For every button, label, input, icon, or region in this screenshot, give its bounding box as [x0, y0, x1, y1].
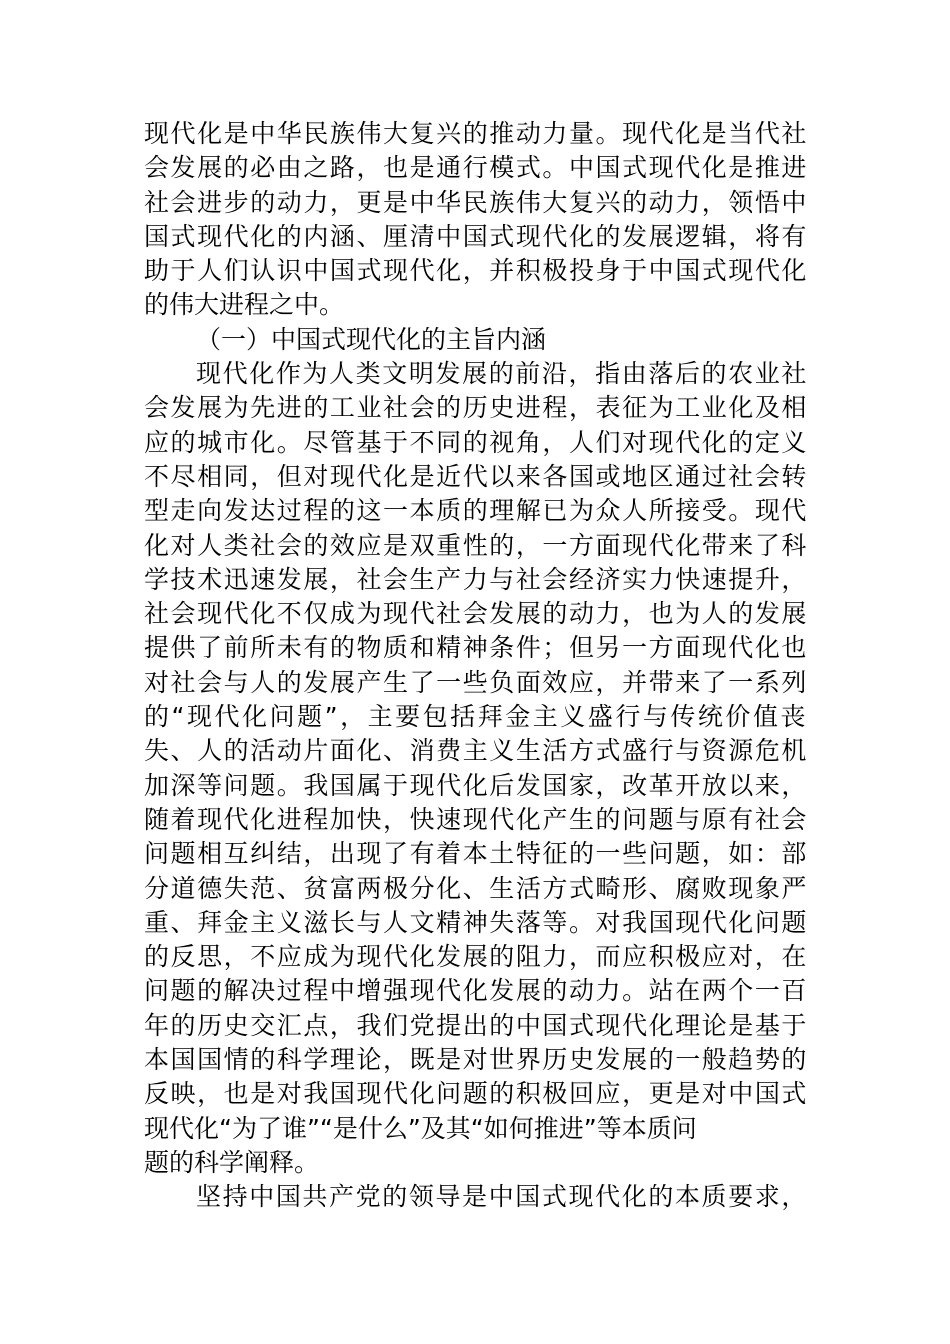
text-line: 化对人类社会的效应是双重性的，一方面现代化带来了科	[144, 530, 808, 560]
document-body	[144, 117, 808, 1215]
text-line: 助于人们认识中国式现代化，并积极投身于中国式现代化	[144, 256, 808, 286]
text-line: 社会进步的动力，更是中华民族伟大复兴的动力，领悟中	[144, 187, 808, 217]
text-line: （一）中国式现代化的主旨内涵	[196, 324, 547, 354]
text-line: 分道德失范、贫富两极分化、生活方式畸形、腐败现象严	[144, 873, 808, 903]
text-line: 的“现代化问题”，主要包括拜金主义盛行与传统价值丧	[144, 702, 808, 732]
text-line: 现代化作为人类文明发展的前沿，指由落后的农业社	[196, 359, 808, 389]
text-line: 会发展的必由之路，也是通行模式。中国式现代化是推进	[144, 153, 808, 183]
text-line: 失、人的活动片面化、消费主义生活方式盛行与资源危机	[144, 736, 808, 766]
text-line: 加深等问题。我国属于现代化后发国家，改革开放以来，	[144, 770, 808, 800]
text-line: 提供了前所未有的物质和精神条件；但另一方面现代化也	[144, 633, 808, 663]
text-line: 社会现代化不仅成为现代社会发展的动力，也为人的发展	[144, 599, 808, 629]
text-line: 会发展为先进的工业社会的历史进程，表征为工业化及相	[144, 393, 808, 423]
text-line: 坚持中国共产党的领导是中国式现代化的本质要求，	[196, 1182, 808, 1212]
text-line: 的反思，不应成为现代化发展的阻力，而应积极应对，在	[144, 942, 808, 972]
text-line: 重、拜金主义滋长与人文精神失落等。对我国现代化问题	[144, 907, 808, 937]
text-line: 问题的解决过程中增强现代化发展的动力。站在两个一百	[144, 976, 808, 1006]
text-line: 国式现代化的内涵、厘清中国式现代化的发展逻辑，将有	[144, 221, 808, 251]
text-line: 现代化“为了谁”“是什么”及其“如何推进”等本质问	[144, 1113, 697, 1143]
text-line: 的伟大进程之中。	[144, 290, 345, 320]
text-line: 随着现代化进程加快，快速现代化产生的问题与原有社会	[144, 804, 808, 834]
text-line: 对社会与人的发展产生了一些负面效应，并带来了一系列	[144, 667, 808, 697]
text-line: 年的历史交汇点，我们党提出的中国式现代化理论是基于	[144, 1010, 808, 1040]
text-line: 问题相互纠结，出现了有着本土特征的一些问题，如：部	[144, 839, 808, 869]
text-line: 不尽相同，但对现代化是近代以来各国或地区通过社会转	[144, 461, 808, 491]
text-line: 学技术迅速发展，社会生产力与社会经济实力快速提升，	[144, 564, 808, 594]
text-line: 型走向发达过程的这一本质的理解已为众人所接受。现代	[144, 496, 808, 526]
text-line: 反映，也是对我国现代化问题的积极回应，更是对中国式	[144, 1079, 808, 1109]
text-line: 本国国情的科学理论，既是对世界历史发展的一般趋势的	[144, 1045, 808, 1075]
text-line: 应的城市化。尽管基于不同的视角，人们对现代化的定义	[144, 427, 808, 457]
text-line: 现代化是中华民族伟大复兴的推动力量。现代化是当代社	[144, 119, 808, 148]
text-line: 题的科学阐释。	[144, 1147, 320, 1177]
